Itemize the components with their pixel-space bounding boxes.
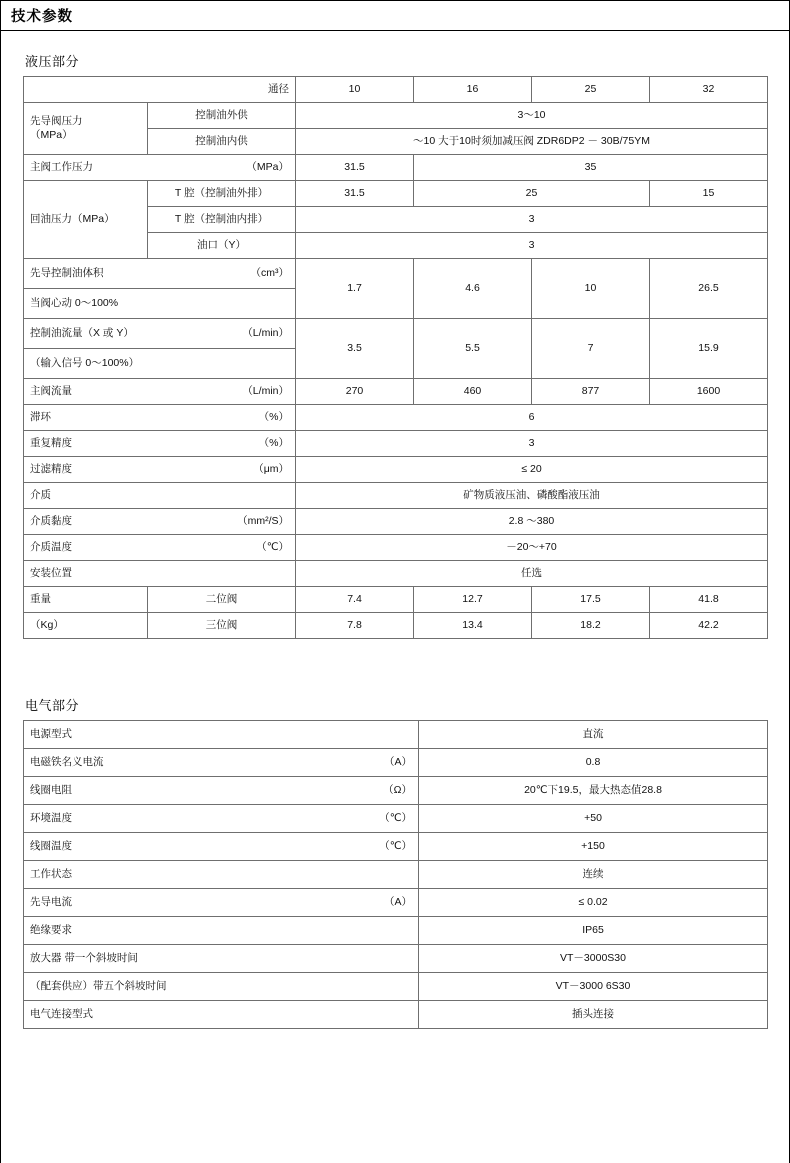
table-row	[24, 777, 768, 805]
value-electrical-connection: 插头连接	[419, 1001, 768, 1029]
row-label-repeatability: 重复精度 （%）	[24, 431, 296, 457]
row-label-medium: 介质	[24, 483, 296, 509]
sub-label-t-port-internal: T 腔（控制油内排）	[148, 207, 296, 233]
table-row	[24, 535, 768, 561]
value-t-port-internal: 3	[296, 207, 768, 233]
table-row	[24, 805, 768, 833]
value-weight-3pos-10: 7.8	[296, 613, 414, 639]
value-port-y: 3	[296, 233, 768, 259]
value-coil-temperature: +150	[419, 833, 768, 861]
value-control-oil-flow-10: 3.5	[296, 319, 414, 379]
value-pilot-current: ≤ 0.02	[419, 889, 768, 917]
row-label-amplifier-five-ramp: （配套供应）带五个斜坡时间	[24, 973, 419, 1001]
value-hysteresis: 6	[296, 405, 768, 431]
value-weight-2pos-16: 12.7	[414, 587, 532, 613]
value-amplifier-one-ramp: VT－3000S30	[419, 945, 768, 973]
sub-label-three-position-valve: 三位阀	[148, 613, 296, 639]
value-main-flow-25: 877	[532, 379, 650, 405]
row-label-coil-resistance: 线圈电阻 （Ω）	[24, 777, 419, 805]
table-row	[24, 889, 768, 917]
value-mounting: 任选	[296, 561, 768, 587]
table-row	[24, 405, 768, 431]
table-row	[24, 431, 768, 457]
hydraulic-spec-table	[23, 76, 768, 639]
value-weight-2pos-25: 17.5	[532, 587, 650, 613]
value-amplifier-five-ramp: VT－3000 6S30	[419, 973, 768, 1001]
section-title-hydraulic: 液压部分	[25, 54, 80, 69]
value-t-port-external-10: 31.5	[296, 181, 414, 207]
header-cell-nominal-size: 通径	[24, 77, 296, 103]
table-row	[24, 917, 768, 945]
row-label-weight-unit: （Kg）	[24, 613, 148, 639]
table-row	[24, 1001, 768, 1029]
value-main-flow-32: 1600	[650, 379, 768, 405]
table-row	[24, 749, 768, 777]
page-content	[1, 31, 789, 1093]
sub-label-internal-pilot: 控制油内供	[148, 129, 296, 155]
table-row	[24, 861, 768, 889]
row-label-control-oil-flow: 控制油流量（X 或 Y） （L/min）	[24, 319, 296, 349]
value-medium: 矿物质液压油、磷酸酯液压油	[296, 483, 768, 509]
value-duty: 连续	[419, 861, 768, 889]
table-row	[24, 103, 768, 129]
row-label-coil-temperature: 线圈温度 （℃）	[24, 833, 419, 861]
table-row	[24, 483, 768, 509]
row-label-pilot-current: 先导电流 （A）	[24, 889, 419, 917]
row-label-pilot-oil-volume-note: 当阀心动 0～100%	[24, 289, 296, 319]
row-label-pilot-oil-volume: 先导控制油体积 （cm³）	[24, 259, 296, 289]
table-row	[24, 181, 768, 207]
row-label-main-valve-pressure: 主阀工作压力 （MPa）	[24, 155, 296, 181]
page-header	[1, 1, 789, 31]
row-label-insulation: 绝缘要求	[24, 917, 419, 945]
value-filtration: ≤ 20	[296, 457, 768, 483]
value-repeatability: 3	[296, 431, 768, 457]
value-main-valve-pressure-rest: 35	[414, 155, 768, 181]
table-row	[24, 77, 768, 103]
value-insulation: IP65	[419, 917, 768, 945]
row-label-duty: 工作状态	[24, 861, 419, 889]
value-pilot-oil-volume-32: 26.5	[650, 259, 768, 319]
value-weight-2pos-32: 41.8	[650, 587, 768, 613]
value-pilot-oil-volume-25: 10	[532, 259, 650, 319]
table-row	[24, 833, 768, 861]
value-coil-resistance: 20℃下19.5，最大热态值28.8	[419, 777, 768, 805]
value-external-pilot: 3～10	[296, 103, 768, 129]
value-weight-3pos-32: 42.2	[650, 613, 768, 639]
value-t-port-external-16-25: 25	[414, 181, 650, 207]
table-row	[24, 973, 768, 1001]
table-row	[24, 457, 768, 483]
row-label-amplifier-one-ramp: 放大器 带一个斜坡时间	[24, 945, 419, 973]
row-label-ambient-temperature: 环境温度 （℃）	[24, 805, 419, 833]
value-ambient-temperature: +50	[419, 805, 768, 833]
table-row	[24, 945, 768, 973]
sub-label-two-position-valve: 二位阀	[148, 587, 296, 613]
sub-label-port-y: 油口（Y）	[148, 233, 296, 259]
page-title: 技术参数	[11, 9, 73, 25]
row-label-solenoid-current: 电磁铁名义电流 （A）	[24, 749, 419, 777]
header-cell-size-10: 10	[296, 77, 414, 103]
value-control-oil-flow-32: 15.9	[650, 319, 768, 379]
table-row	[24, 509, 768, 535]
row-label-electrical-connection: 电气连接型式	[24, 1001, 419, 1029]
sub-label-t-port-external: T 腔（控制油外排）	[148, 181, 296, 207]
row-label-hysteresis: 滞环 （%）	[24, 405, 296, 431]
value-control-oil-flow-16: 5.5	[414, 319, 532, 379]
row-label-pilot-pressure: 先导阀压力 （MPa）	[24, 103, 148, 155]
row-label-viscosity: 介质黏度 （mm²/S）	[24, 509, 296, 535]
row-label-return-pressure: 回油压力（MPa）	[24, 181, 148, 259]
value-temperature: －20～+70	[296, 535, 768, 561]
table-row	[24, 259, 768, 289]
value-solenoid-current: 0.8	[419, 749, 768, 777]
table-row	[24, 587, 768, 613]
value-power-type: 直流	[419, 721, 768, 749]
table-row	[24, 155, 768, 181]
value-pilot-oil-volume-16: 4.6	[414, 259, 532, 319]
table-row	[24, 319, 768, 349]
value-weight-2pos-10: 7.4	[296, 587, 414, 613]
table-row	[24, 721, 768, 749]
value-weight-3pos-16: 13.4	[414, 613, 532, 639]
section-title-electrical: 电气部分	[25, 698, 80, 713]
table-row	[24, 379, 768, 405]
table-row	[24, 561, 768, 587]
value-internal-pilot: ～10 大于10时须加减压阀 ZDR6DP2 － 30B/75YM	[296, 129, 768, 155]
value-main-flow-10: 270	[296, 379, 414, 405]
value-pilot-oil-volume-10: 1.7	[296, 259, 414, 319]
row-label-control-oil-flow-note: （输入信号 0～100%）	[24, 349, 296, 379]
header-cell-size-32: 32	[650, 77, 768, 103]
header-cell-size-16: 16	[414, 77, 532, 103]
row-label-weight: 重量	[24, 587, 148, 613]
row-label-mounting: 安装位置	[24, 561, 296, 587]
electrical-spec-table	[23, 720, 768, 1029]
footer-space	[23, 1033, 767, 1093]
value-viscosity: 2.8 ～380	[296, 509, 768, 535]
row-label-main-flow: 主阀流量 （L/min）	[24, 379, 296, 405]
value-control-oil-flow-25: 7	[532, 319, 650, 379]
header-cell-size-25: 25	[532, 77, 650, 103]
row-label-filtration: 过滤精度 （μm）	[24, 457, 296, 483]
value-weight-3pos-25: 18.2	[532, 613, 650, 639]
sub-label-external-pilot: 控制油外供	[148, 103, 296, 129]
table-row	[24, 613, 768, 639]
value-main-flow-16: 460	[414, 379, 532, 405]
value-main-valve-pressure-10: 31.5	[296, 155, 414, 181]
section-gap	[23, 643, 767, 689]
row-label-temperature: 介质温度 （℃）	[24, 535, 296, 561]
value-t-port-external-32: 15	[650, 181, 768, 207]
row-label-power-type: 电源型式	[24, 721, 419, 749]
